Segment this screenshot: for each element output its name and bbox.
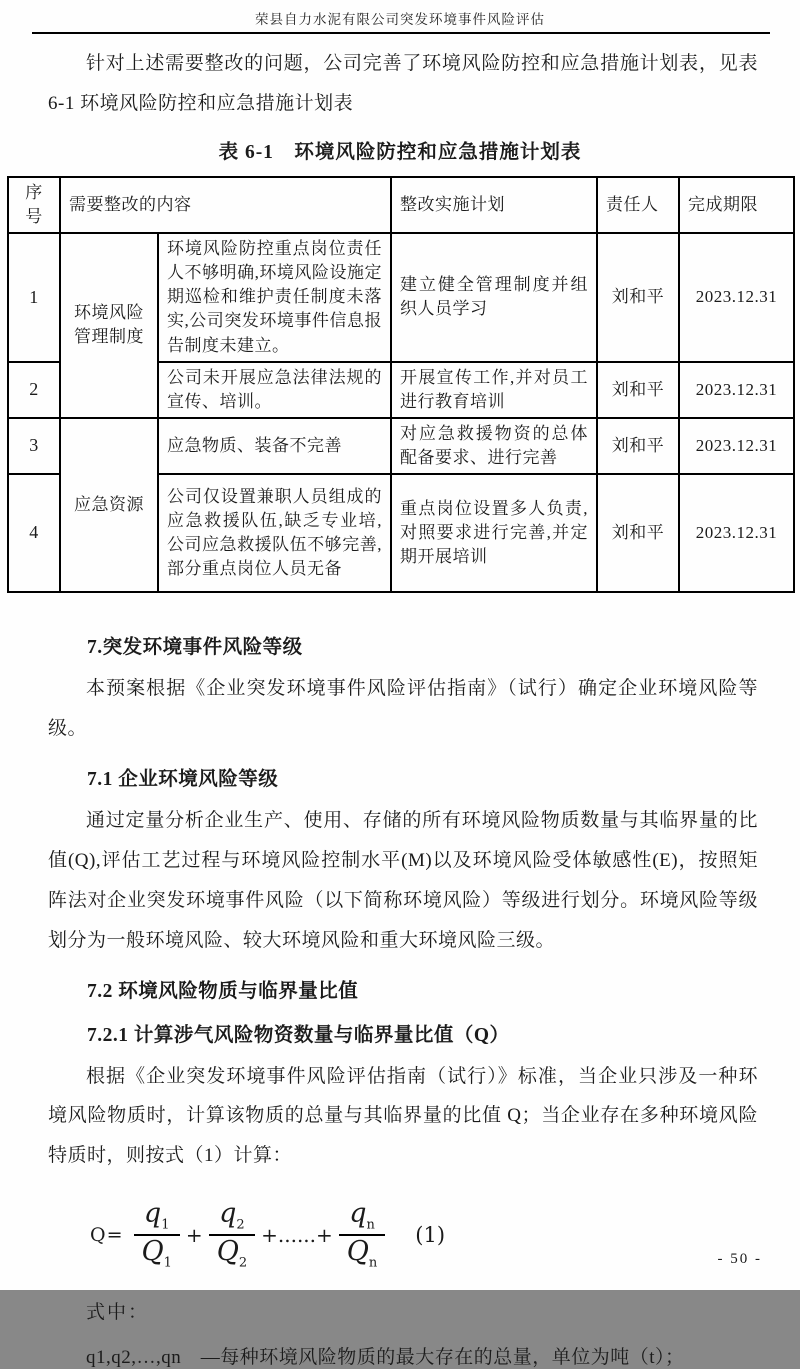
table-caption: 表 6-1 环境风险防控和应急措施计划表 xyxy=(218,141,582,163)
fraction-2-numerator: $q_2$ xyxy=(219,1198,245,1233)
fraction-1-denominator: $Q_1$ xyxy=(134,1234,180,1271)
section-7-paragraph: 本预案根据《企业突发环境事件风险评估指南》（试行）确定企业环境风险等级。 xyxy=(48,678,758,740)
intro-paragraph: 针对上述需要整改的问题，公司完善了环境风险防控和应急措施计划表，见表 6-1 环境风险防控和应急措施计划表 xyxy=(48,53,758,114)
row3-content: 应急物质、装备不完善 xyxy=(158,418,391,474)
rectification-plan-table xyxy=(7,176,795,593)
fraction-n-denominator: $Q_n$ xyxy=(339,1234,386,1271)
equation-number: (1) xyxy=(415,1222,446,1247)
header-rule xyxy=(32,32,770,34)
row4-deadline: 2023.12.31 xyxy=(679,474,794,592)
row4-plan: 重点岗位设置多人负责,对照要求进行完善,并定期开展培训 xyxy=(391,474,597,592)
col-header-index: 序号 xyxy=(8,177,60,233)
fraction-1-numerator: $q_1$ xyxy=(143,1198,170,1233)
row1-content: 环境风险防控重点岗位责任人不够明确,环境风险设施定期巡检和维护责任制度未落实,公司突发环境事件信息报告制度未建立。 xyxy=(158,233,391,362)
row3-plan: 对应急救援物资的总体配备要求、进行完善 xyxy=(391,418,597,474)
plus-operator: + xyxy=(185,1222,203,1247)
row2-person: 刘和平 xyxy=(597,362,679,418)
ellipsis-operator: +......+ xyxy=(261,1222,333,1247)
formula-fraction-n xyxy=(339,1198,386,1271)
col-header-deadline: 完成期限 xyxy=(679,177,794,233)
row4-person: 刘和平 xyxy=(597,474,679,592)
section-7-1-paragraph: 通过定量分析企业生产、使用、存储的所有环境风险物质数量与其临界量的比值(Q),评估工艺过程与环境风险控制水平(M)以及环境风险受体敏感性(E)，按照矩阵法对企业突发环境事件风险（以下简称环境风险）等级进行划分。环境风险等级划分为一般环境风险、较大环境风险和重大环境风险三级。 xyxy=(48,809,758,951)
running-header-title: 荣县自力水泥有限公司突发环境事件风险评估 xyxy=(255,12,545,27)
formula-fraction-1 xyxy=(134,1198,180,1271)
col-header-plan: 整改实施计划 xyxy=(391,177,597,233)
formula-lhs: Q= xyxy=(90,1223,124,1246)
row2-no: 2 xyxy=(8,362,60,418)
section-7-heading: 7.突发环境事件风险等级 xyxy=(87,637,303,659)
table-row xyxy=(8,418,794,474)
table-row xyxy=(8,233,794,362)
col-header-person: 责任人 xyxy=(597,177,679,233)
formula-variable-definition: q1,q2,…,qn —每种环境风险物质的最大存在的总量，单位为吨（t）； xyxy=(86,1346,685,1368)
col-header-content: 需要整改的内容 xyxy=(60,177,391,233)
row1-no: 1 xyxy=(8,233,60,362)
group-cell-resources: 应急资源 xyxy=(60,418,158,592)
fraction-2-denominator: $Q_2$ xyxy=(209,1234,255,1271)
section-7-2-heading: 7.2 环境风险物质与临界量比值 xyxy=(87,980,359,1002)
row1-plan: 建立健全管理制度并组织人员学习 xyxy=(391,233,597,362)
row4-no: 4 xyxy=(8,474,60,592)
group-cell-management: 环境风险管理制度 xyxy=(60,233,158,418)
row3-deadline: 2023.12.31 xyxy=(679,418,794,474)
row4-content: 公司仅设置兼职人员组成的应急救援队伍,缺乏专业培,公司应急救援队伍不够完善,部分重点岗位人员无备 xyxy=(158,474,391,592)
formula-fraction-2 xyxy=(209,1198,255,1271)
formula-where-label: 式中： xyxy=(86,1301,150,1323)
row2-deadline: 2023.12.31 xyxy=(679,362,794,418)
row3-person: 刘和平 xyxy=(597,418,679,474)
section-7-2-1-paragraph: 根据《企业突发环境事件风险评估指南（试行）》标准，当企业只涉及一种环境风险物质时，计算该物质的总量与其临界量的比值 Q；当企业存在多种环境风险特质时，则按式（1）计算： xyxy=(48,1065,758,1167)
row2-plan: 开展宣传工作,并对员工进行教育培训 xyxy=(391,362,597,418)
row3-no: 3 xyxy=(8,418,60,474)
formula-q-equation xyxy=(90,1198,800,1271)
row1-person: 刘和平 xyxy=(597,233,679,362)
row1-deadline: 2023.12.31 xyxy=(679,233,794,362)
fraction-n-numerator: $q_n$ xyxy=(349,1198,375,1233)
row2-content: 公司未开展应急法律法规的宣传、培训。 xyxy=(158,362,391,418)
section-7-1-heading: 7.1 企业环境风险等级 xyxy=(87,768,279,790)
section-7-2-1-heading: 7.2.1 计算涉气风险物资数量与临界量比值（Q） xyxy=(87,1024,510,1046)
page-number: - 50 - xyxy=(717,1251,762,1267)
table-header-row xyxy=(8,177,794,233)
